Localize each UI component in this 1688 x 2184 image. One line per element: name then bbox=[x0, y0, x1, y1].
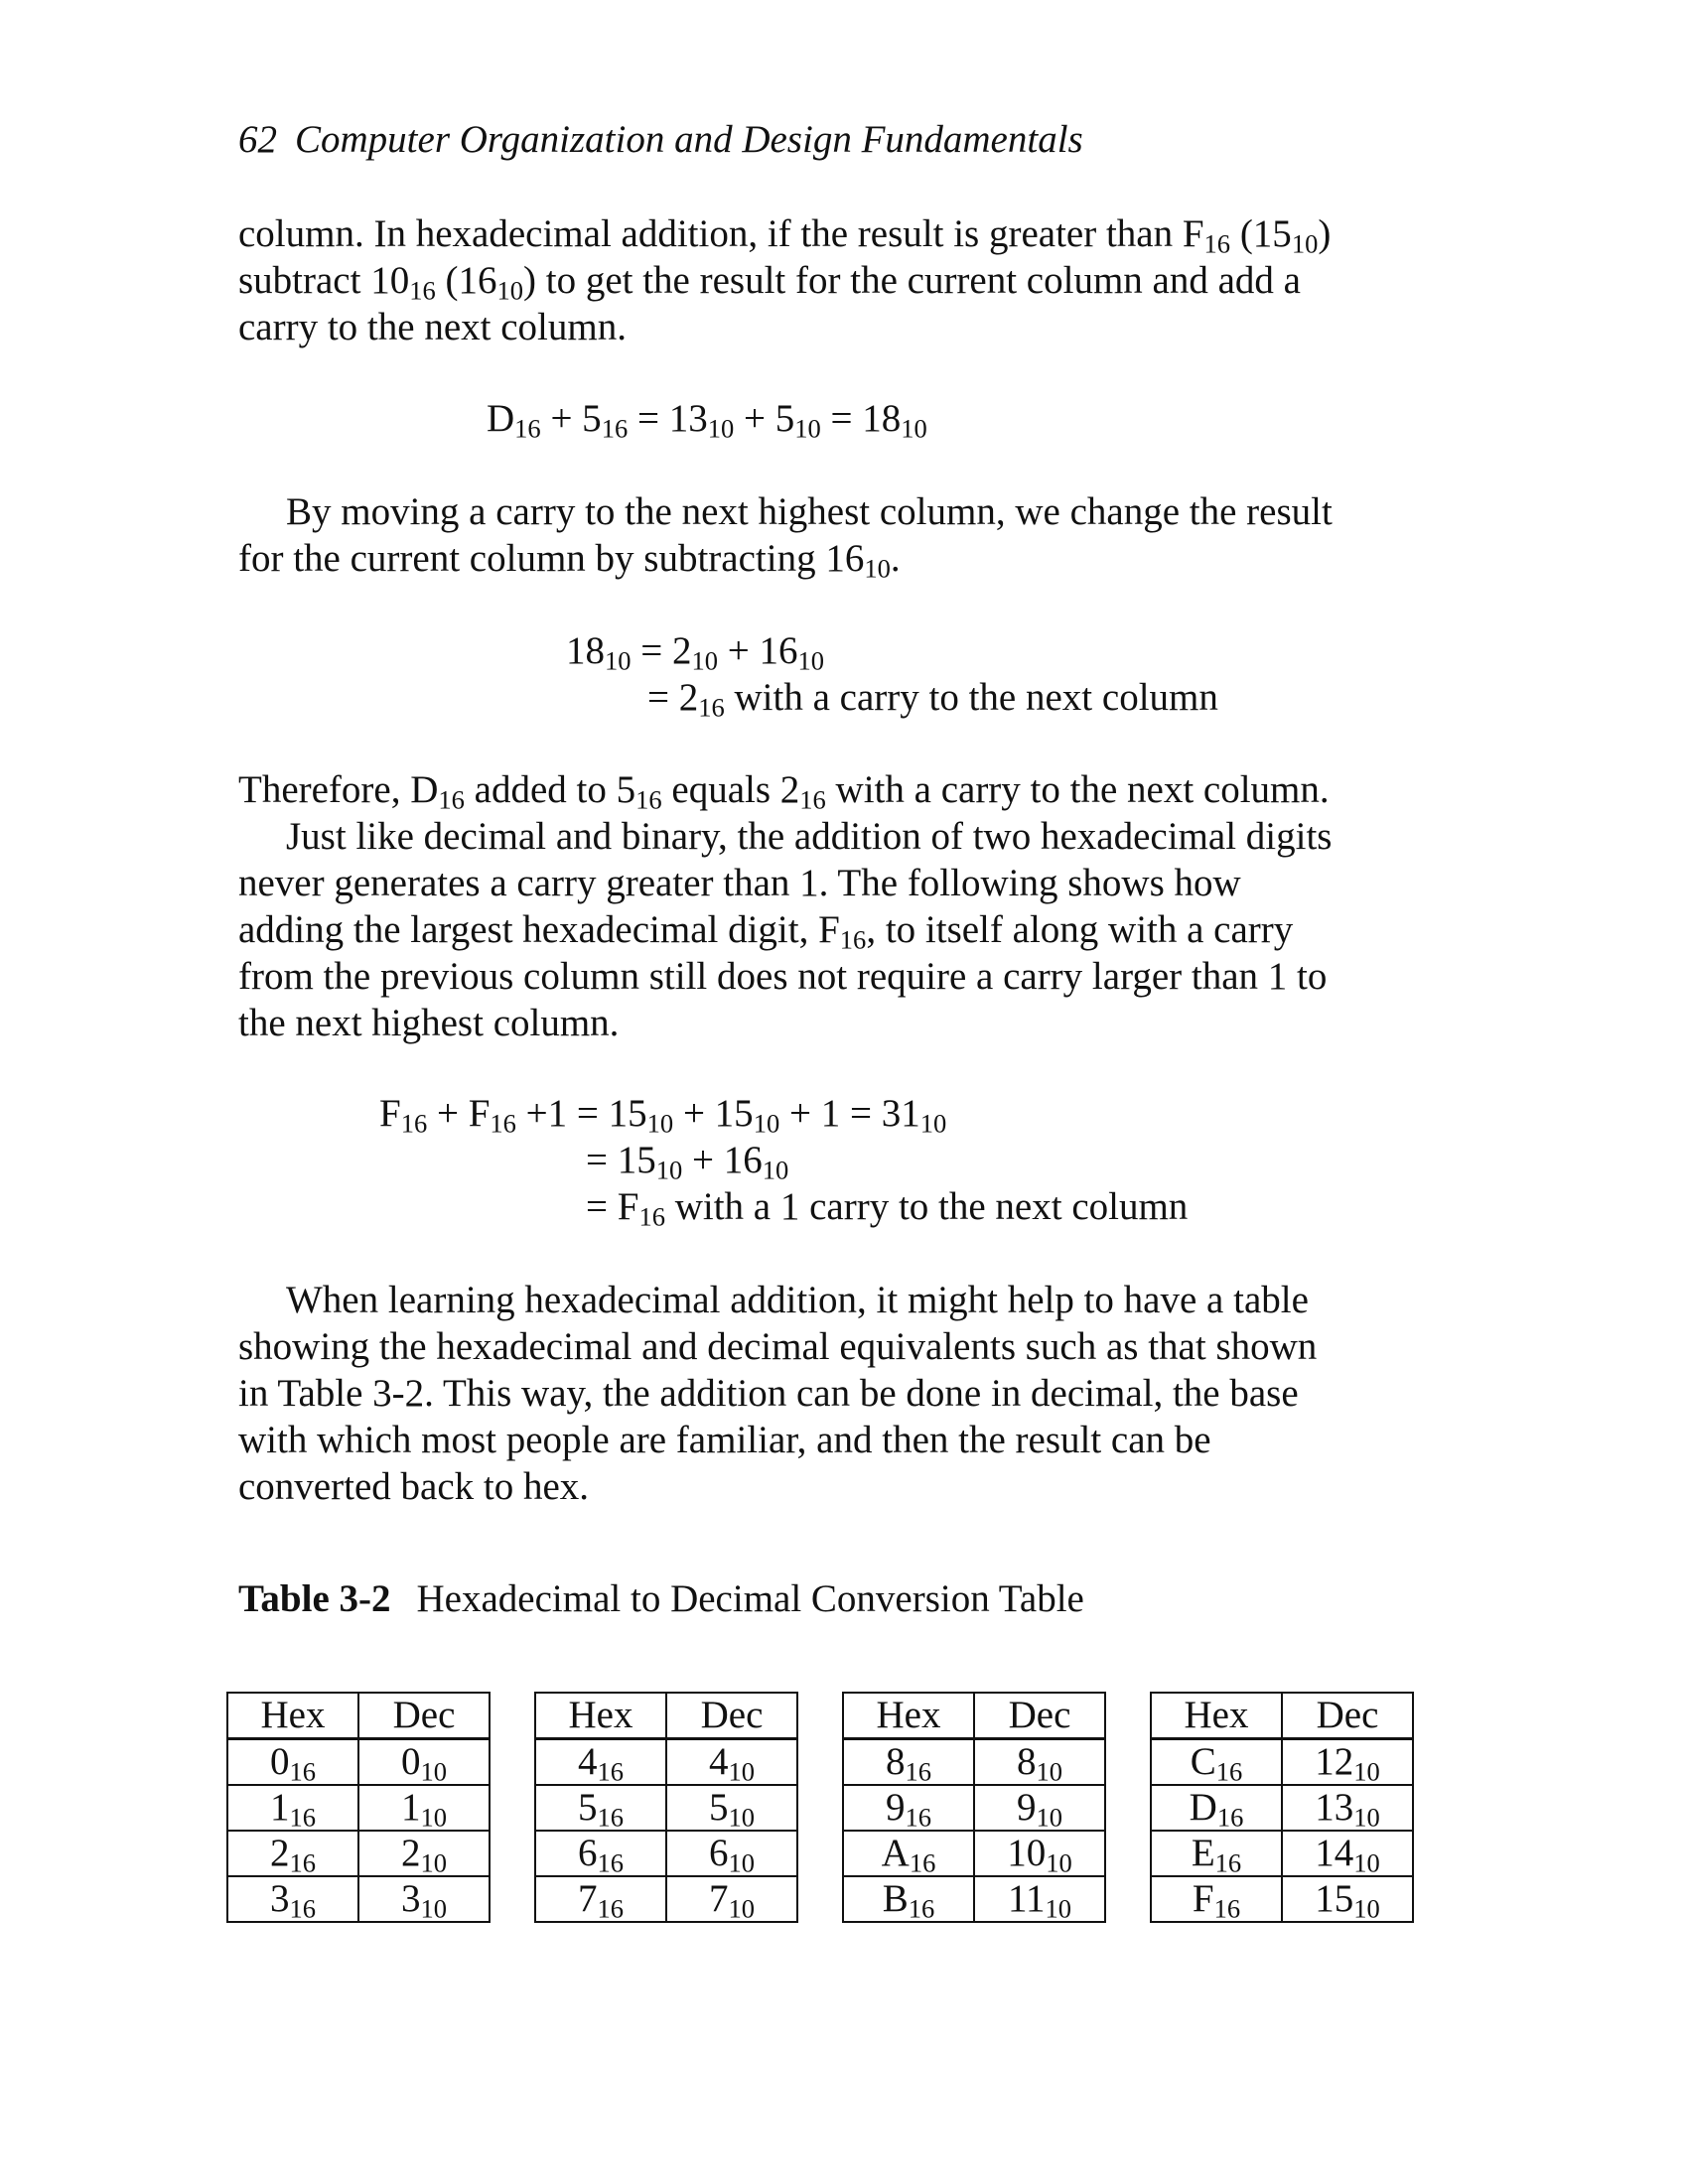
hex-column-header: Hex bbox=[843, 1693, 974, 1739]
hex-cell: $2_{16}$ bbox=[227, 1831, 358, 1876]
running-header bbox=[238, 117, 1083, 162]
dec-cell: $13_{10}$ bbox=[1282, 1785, 1413, 1831]
text-line: the next highest column. bbox=[238, 1002, 620, 1044]
dec-cell: $7_{10}$ bbox=[666, 1876, 797, 1922]
equation-18-line1: $18_{10} = 2_{10} + 16_{10}$ bbox=[566, 629, 825, 676]
dec-column-header: Dec bbox=[358, 1693, 490, 1739]
table-row bbox=[535, 1831, 797, 1876]
hex-cell: $C_{16}$ bbox=[1151, 1739, 1282, 1786]
paragraph-largest-digit bbox=[238, 813, 1390, 1046]
table-header-row bbox=[843, 1693, 1105, 1739]
dec-cell: $10_{10}$ bbox=[974, 1831, 1105, 1876]
hex-cell: $D_{16}$ bbox=[1151, 1785, 1282, 1831]
paragraph-hex-subtract bbox=[238, 210, 1390, 350]
table-row bbox=[227, 1739, 490, 1786]
hex-cell: $B_{16}$ bbox=[843, 1876, 974, 1922]
equation-f-line3: = $F_{16}$ with a 1 carry to the next column bbox=[586, 1185, 1189, 1232]
table-row bbox=[535, 1785, 797, 1831]
dec-cell: $11_{10}$ bbox=[974, 1876, 1105, 1922]
book-title: Computer Organization and Design Fundamentals bbox=[295, 118, 1083, 161]
table-title: Hexadecimal to Decimal Conversion Table bbox=[416, 1577, 1084, 1620]
paragraph-therefore bbox=[238, 766, 1390, 813]
dec-cell: $14_{10}$ bbox=[1282, 1831, 1413, 1876]
text-line: in Table 3-2. This way, the addition can be done in decimal, the base bbox=[238, 1372, 1299, 1415]
dec-cell: $0_{10}$ bbox=[358, 1739, 490, 1786]
hex-cell: $F_{16}$ bbox=[1151, 1876, 1282, 1922]
hex-cell: $9_{16}$ bbox=[843, 1785, 974, 1831]
conversion-table-0 bbox=[226, 1692, 491, 1923]
hex-cell: $5_{16}$ bbox=[535, 1785, 666, 1831]
text-line: adding the largest hexadecimal digit, $F_{16}$, to itself along with a carry bbox=[238, 908, 1294, 955]
text-line: When learning hexadecimal addition, it might help to have a table bbox=[286, 1279, 1309, 1321]
dec-column-header: Dec bbox=[1282, 1693, 1413, 1739]
table-header-row bbox=[1151, 1693, 1413, 1739]
table-row bbox=[1151, 1876, 1413, 1922]
hex-column-header: Hex bbox=[535, 1693, 666, 1739]
table-header-row bbox=[535, 1693, 797, 1739]
table-caption bbox=[238, 1576, 1084, 1621]
page-number: 62 bbox=[238, 118, 277, 161]
dec-cell: $2_{10}$ bbox=[358, 1831, 490, 1876]
dec-cell: $6_{10}$ bbox=[666, 1831, 797, 1876]
table-row bbox=[535, 1876, 797, 1922]
dec-cell: $12_{10}$ bbox=[1282, 1739, 1413, 1786]
paragraph-learning bbox=[238, 1277, 1390, 1510]
text-line: By moving a carry to the next highest column, we change the result bbox=[286, 490, 1333, 533]
text-line: showing the hexadecimal and decimal equivalents such as that shown bbox=[238, 1325, 1318, 1368]
table-row bbox=[843, 1876, 1105, 1922]
table-label: Table 3-2 bbox=[238, 1577, 391, 1620]
dec-column-header: Dec bbox=[666, 1693, 797, 1739]
dec-cell: $8_{10}$ bbox=[974, 1739, 1105, 1786]
hex-column-header: Hex bbox=[1151, 1693, 1282, 1739]
dec-column-header: Dec bbox=[974, 1693, 1105, 1739]
dec-cell: $5_{10}$ bbox=[666, 1785, 797, 1831]
hex-cell: $1_{16}$ bbox=[227, 1785, 358, 1831]
paragraph-carry bbox=[238, 488, 1390, 582]
hex-cell: $0_{16}$ bbox=[227, 1739, 358, 1786]
equation-f-line2: = $15_{10} + 16_{10}$ bbox=[586, 1139, 789, 1185]
conversion-table-2 bbox=[842, 1692, 1106, 1923]
conversion-table-3 bbox=[1150, 1692, 1414, 1923]
text-line: never generates a carry greater than 1. The following shows how bbox=[238, 862, 1241, 904]
dec-cell: $4_{10}$ bbox=[666, 1739, 797, 1786]
text-line: carry to the next column. bbox=[238, 306, 627, 348]
table-row bbox=[1151, 1831, 1413, 1876]
hex-cell: $8_{16}$ bbox=[843, 1739, 974, 1786]
equation-18-line2: = $2_{16}$ with a carry to the next column bbox=[647, 676, 1218, 723]
table-row bbox=[535, 1739, 797, 1786]
hex-cell: $E_{16}$ bbox=[1151, 1831, 1282, 1876]
conversion-table-1 bbox=[534, 1692, 798, 1923]
hex-cell: $6_{16}$ bbox=[535, 1831, 666, 1876]
table-header-row bbox=[227, 1693, 490, 1739]
table-row bbox=[227, 1876, 490, 1922]
hex-cell: $7_{16}$ bbox=[535, 1876, 666, 1922]
table-row bbox=[1151, 1739, 1413, 1786]
hex-cell: $3_{16}$ bbox=[227, 1876, 358, 1922]
text-line: from the previous column still does not require a carry larger than 1 to bbox=[238, 955, 1328, 998]
equation-f-line1: $F_{16} + F_{16} +1 = 15_{10} + 15_{10} + 1 = 31_{10}$ bbox=[379, 1092, 947, 1139]
text-line: with which most people are familiar, and then the result can be bbox=[238, 1419, 1211, 1461]
table-row bbox=[1151, 1785, 1413, 1831]
hex-cell: $A_{16}$ bbox=[843, 1831, 974, 1876]
text-line: subtract $10_{16}$ $(16_{10})$ to get the result for the current column and add a bbox=[238, 259, 1301, 306]
table-row bbox=[227, 1785, 490, 1831]
dec-cell: $9_{10}$ bbox=[974, 1785, 1105, 1831]
text-line: for the current column by subtracting $16_{10}$. bbox=[238, 537, 901, 584]
text-line: Therefore, $D_{16}$ added to $5_{16}$ equals $2_{16}$ with a carry to the next column. bbox=[238, 768, 1330, 815]
table-row bbox=[843, 1831, 1105, 1876]
table-row bbox=[227, 1831, 490, 1876]
table-row bbox=[843, 1785, 1105, 1831]
table-row bbox=[843, 1739, 1105, 1786]
text-line: Just like decimal and binary, the addition of two hexadecimal digits bbox=[286, 815, 1333, 858]
dec-cell: $1_{10}$ bbox=[358, 1785, 490, 1831]
hex-column-header: Hex bbox=[227, 1693, 358, 1739]
text-line: column. In hexadecimal addition, if the result is greater than $F_{16}$ $(15_{10})$ bbox=[238, 212, 1332, 259]
dec-cell: $3_{10}$ bbox=[358, 1876, 490, 1922]
dec-cell: $15_{10}$ bbox=[1282, 1876, 1413, 1922]
equation-d-plus-5: $D_{16} + 5_{16} = 13_{10} + 5_{10} = 18_{10}$ bbox=[487, 397, 927, 444]
hex-cell: $4_{16}$ bbox=[535, 1739, 666, 1786]
text-line: converted back to hex. bbox=[238, 1465, 590, 1508]
